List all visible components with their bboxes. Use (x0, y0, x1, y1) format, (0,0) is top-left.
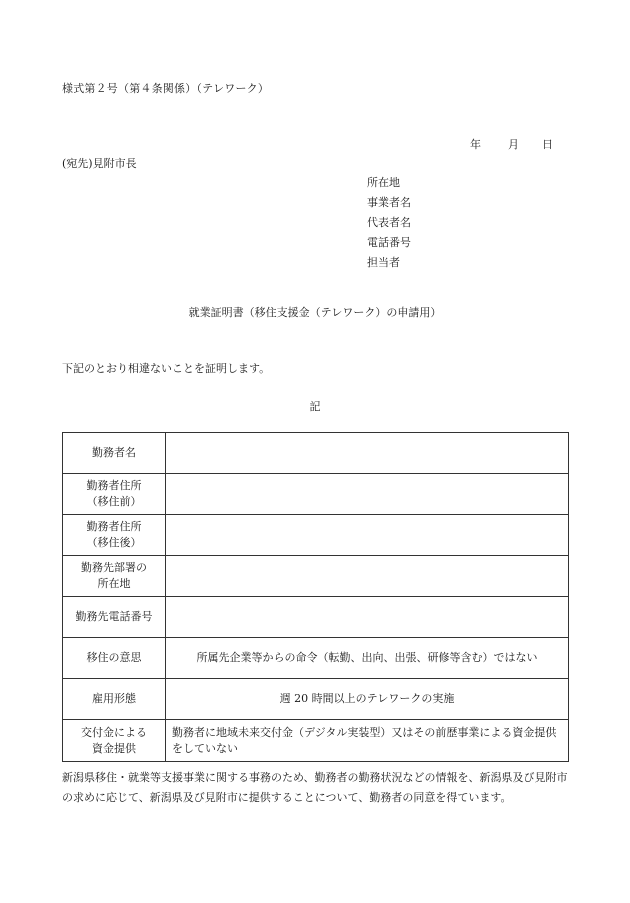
sender-representative-label: 代表者名 (367, 216, 411, 229)
row-label-address-after: 勤務者住所 （移住後） (63, 515, 166, 556)
workplace-phone-field[interactable] (166, 597, 569, 638)
grant-funding-statement: 勤務者に地域未来交付金（デジタル実装型）又はその前歴事業による資金提供をしていない (166, 720, 569, 762)
sender-business-name-label: 事業者名 (367, 196, 411, 209)
table-row (63, 638, 569, 679)
sender-person-in-charge-label: 担当者 (367, 256, 400, 269)
sender-address-label: 所在地 (367, 176, 400, 189)
address-before-field[interactable] (166, 474, 569, 515)
row-label-employment-type: 雇用形態 (63, 679, 166, 720)
row-label-relocation-intent: 移住の意思 (63, 638, 166, 679)
row-label-workplace-phone: 勤務先電話番号 (63, 597, 166, 638)
table-row (63, 679, 569, 720)
table-row (63, 515, 569, 556)
sender-phone-label: 電話番号 (367, 236, 411, 249)
table-row (63, 597, 569, 638)
consent-note: 新潟県移住・就業等支援事業に関する事務のため、勤務者の勤務状況などの情報を、新潟県及び見附市の求めに応じて、新潟県及び見附市に提供することについて、勤務者の同意を得ています。 (62, 771, 568, 804)
address-after-field[interactable] (166, 515, 569, 556)
employment-type-statement: 週 20 時間以上のテレワークの実施 (166, 679, 569, 720)
row-label-address-before: 勤務者住所 （移住前） (63, 474, 166, 515)
document-title: 就業証明書（移住支援金（テレワーク）の申請用） (188, 306, 442, 319)
row-label-grant-funding: 交付金による 資金提供 (63, 720, 166, 762)
date-month-label: 月 (508, 138, 519, 151)
date-year-label: 年 (470, 138, 481, 151)
relocation-intent-statement: 所属先企業等からの命令（転勤、出向、出張、研修等含む）ではない (166, 638, 569, 679)
table-row (63, 433, 569, 474)
addressee: (宛先)見附市長 (62, 157, 137, 170)
sender-block (367, 174, 411, 274)
employee-name-field[interactable] (166, 433, 569, 474)
row-label-workplace-location: 勤務先部署の 所在地 (63, 556, 166, 597)
row-label-employee-name: 勤務者名 (63, 433, 166, 474)
date-day-label: 日 (542, 138, 553, 151)
ki-heading: 記 (309, 400, 321, 413)
table-row (63, 474, 569, 515)
form-identifier: 様式第２号（第４条関係）（テレワーク） (62, 82, 270, 95)
table-row (63, 556, 569, 597)
employment-certificate-table (62, 432, 569, 762)
certification-statement: 下記のとおり相違ないことを証明します。 (62, 362, 271, 375)
workplace-location-field[interactable] (166, 556, 569, 597)
table-row (63, 720, 569, 762)
